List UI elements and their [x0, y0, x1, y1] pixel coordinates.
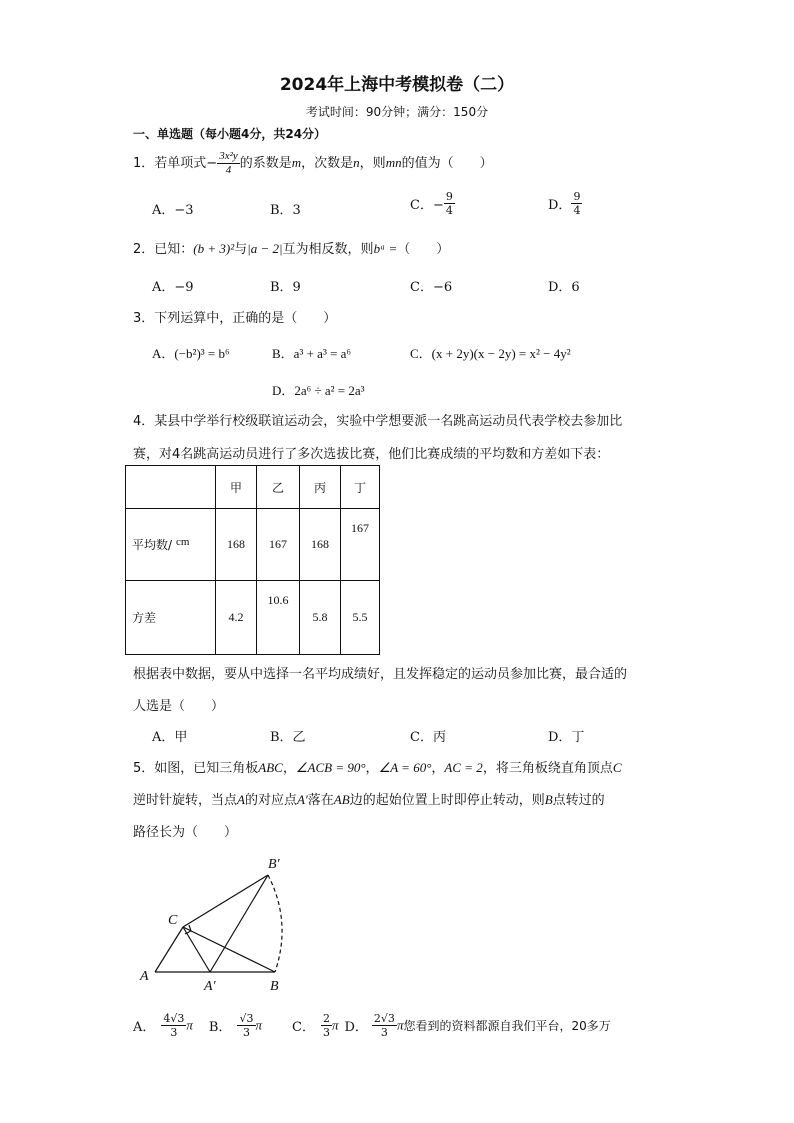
table-cell-mean-yi: 167: [257, 509, 300, 581]
exam-title: 2024年上海中考模拟卷（二）: [279, 75, 515, 95]
table-header-empty: [126, 466, 216, 509]
q1-var-m: m: [291, 155, 302, 170]
q1-var-n: n: [353, 155, 360, 170]
q1-option-a: A．−3: [152, 203, 194, 218]
table-row-mean: [126, 509, 380, 581]
q5-text-1e: ，将三角板绕直角顶点: [482, 761, 613, 776]
table-cell-var-jia: 4.2: [216, 581, 257, 655]
q4-option-b: B．乙: [270, 730, 306, 745]
q4-option-c: C．丙: [410, 730, 446, 745]
q5-a: A: [237, 792, 245, 807]
table-cell-mean-jia: 168: [216, 509, 257, 581]
q5-option-a-label: A．: [133, 1020, 156, 1035]
q5-ab: AB: [333, 792, 350, 807]
q2-text-a: 2．已知：: [133, 242, 194, 257]
q5-option-a-den: 3: [170, 1026, 178, 1039]
q5-a-prime: A′: [296, 792, 308, 807]
q5-text-1b: ，: [282, 761, 296, 776]
table-header-bing: 丙: [300, 466, 341, 509]
section-heading: 一、单选题（每小题4分，共24分）: [133, 127, 327, 141]
q3-option-a: A．(−b²)³ = b⁶: [152, 346, 230, 361]
q5-option-c-num: 2: [322, 1012, 330, 1025]
q4-option-a: A．甲: [152, 730, 188, 745]
q5-text-2d: 边的起始位置上时即停止转动，则: [349, 793, 545, 808]
q1-option-c-den: 4: [445, 204, 453, 217]
question-4-line-3: 根据表中数据，要从中选择一名平均成绩好，且发挥稳定的运动员参加比赛，最合适的: [133, 667, 628, 682]
q5-c: C: [612, 760, 622, 775]
question-2-stem: [133, 238, 449, 257]
q2-text-b: 与: [234, 242, 248, 257]
table-header-yi: 乙: [257, 466, 300, 509]
q1-text-a: 1．若单项式: [133, 156, 207, 171]
q5-option-d-fraction: [372, 1012, 397, 1039]
q1-option-d: [548, 190, 582, 217]
q5-option-a-fraction: [161, 1012, 186, 1039]
q1-text-d: ，则: [359, 156, 386, 171]
q1-option-d-label: D．: [548, 198, 572, 213]
q1-fraction: [217, 150, 240, 177]
q1-option-c: [410, 190, 455, 217]
q5-text-2e: 点转过的: [552, 793, 605, 808]
label-c: C: [168, 913, 178, 928]
question-4-line-2: 赛，对4名跳高运动员进行了多次选拔比赛，他们比赛成绩的平均数和方差如下表：: [133, 447, 610, 462]
table-row-mean-label: [126, 509, 216, 581]
segment-cb-prime: [183, 875, 268, 927]
q4-option-d: D．丁: [548, 730, 585, 745]
q5-option-b-den: 3: [242, 1026, 250, 1039]
table-cell-var-bing: 5.8: [300, 581, 341, 655]
label-a: A: [140, 969, 149, 984]
table-cell-mean-ding: 167: [341, 509, 380, 581]
q1-frac-den: 4: [225, 164, 232, 176]
q5-option-b-num: √3: [239, 1012, 254, 1025]
q5-text-1a: 5．如图，已知三角板: [133, 761, 259, 776]
q5-angle-a: ∠A = 60°: [378, 760, 432, 775]
q4-data-table: [125, 465, 380, 655]
table-row-variance-label: 方差: [126, 581, 216, 655]
question-1-stem: [133, 150, 493, 177]
q2-text-d: （ ）: [397, 242, 450, 257]
mean-label-unit: cm: [176, 536, 190, 548]
q5-option-b-label: B．: [208, 1020, 232, 1035]
q2-expr-3: bᵃ =: [373, 241, 398, 256]
q5-option-b-fraction: [237, 1012, 255, 1039]
q5-text-2a: 逆时针旋转，当点: [133, 793, 238, 808]
q5-abc: ABC: [258, 760, 283, 775]
table-header-jia: 甲: [216, 466, 257, 509]
table-row-variance: [126, 581, 380, 655]
q5-option-d-den: 3: [380, 1026, 388, 1039]
segment-a-prime-b-prime: [210, 875, 268, 972]
q2-expr-2: |a − 2|: [247, 241, 283, 256]
q3-option-d: D．2a⁶ ÷ a² = 2a³: [272, 383, 365, 398]
q5-text-1c: ，: [365, 761, 379, 776]
q2-option-b: B．9: [270, 280, 301, 295]
q5-option-c-fraction: [321, 1012, 332, 1039]
question-3-stem: 3．下列运算中，正确的是（ ）: [133, 311, 337, 326]
arc-b-to-b-prime: [268, 875, 282, 972]
q3-option-b: B．a³ + a³ = a⁶: [272, 346, 351, 361]
q5-b: B: [544, 792, 553, 807]
label-b: B: [270, 979, 279, 994]
table-cell-var-ding: 5.5: [341, 581, 380, 655]
q1-option-c-num: 9: [445, 190, 453, 203]
q5-option-d-num: 2√3: [373, 1012, 395, 1025]
q5-option-a-num: 4√3: [163, 1012, 185, 1025]
q5-option-b-pi: π: [255, 1017, 263, 1033]
q2-text-c: 互为相反数，则: [282, 242, 374, 257]
question-4-line-1: 4．某县中学举行校级联谊运动会，实验中学想要派一名跳高运动员代表学校去参加比: [133, 414, 623, 429]
q1-text-e: 的值为（ ）: [401, 156, 493, 171]
q5-text-2c: 落在: [307, 793, 334, 808]
q5-options-line: [133, 1012, 611, 1039]
mean-label-text: 平均数/: [132, 538, 173, 552]
q5-option-d-label: D．: [344, 1020, 368, 1035]
q1-option-c-fraction: [444, 190, 455, 217]
q5-ac: AC = 2: [444, 760, 483, 775]
q5-text-1d: ，: [431, 761, 445, 776]
q5-text-2b: 的对应点: [244, 793, 297, 808]
table-cell-mean-bing: 168: [300, 509, 341, 581]
question-5-line-1: [133, 757, 622, 776]
q5-option-c-pi: π: [331, 1017, 339, 1033]
label-b-prime: B′: [268, 857, 280, 872]
table-cell-var-yi: 10.6: [257, 581, 300, 655]
q1-text-c: ，次数是: [301, 156, 354, 171]
exam-subtitle: 考试时间：90分钟；满分：150分: [305, 105, 489, 119]
q1-var-mn: mn: [385, 155, 402, 170]
q5-option-a-pi: π: [186, 1017, 193, 1033]
segment-ac: [155, 927, 183, 972]
q1-text-b: 的系数是: [239, 156, 292, 171]
q1-minus: −: [206, 156, 218, 171]
q2-option-d: D．6: [548, 280, 580, 295]
q5-triangle-figure: [130, 850, 310, 1000]
label-a-prime: A′: [204, 979, 216, 994]
q1-option-d-fraction: [571, 190, 582, 217]
q3-option-c: C．(x + 2y)(x − 2y) = x² − 4y²: [410, 346, 571, 361]
question-4-line-4: 人选是（ ）: [133, 699, 225, 714]
q1-option-c-label: C．−: [410, 198, 444, 213]
question-5-line-2: [133, 789, 605, 808]
q1-frac-num: 3x²y: [219, 150, 238, 162]
q1-option-d-den: 4: [573, 204, 581, 217]
question-5-line-3: 路径长为（ ）: [133, 825, 238, 840]
q5-option-d-pi: π: [396, 1017, 404, 1033]
q2-expr-1: (b + 3)²: [193, 241, 235, 256]
q5-option-c-label: C．: [292, 1020, 315, 1035]
table-header-ding: 丁: [341, 466, 380, 509]
q1-option-b: B．3: [270, 203, 301, 218]
table-header-row: [126, 466, 380, 509]
q5-option-c-den: 3: [322, 1026, 330, 1039]
q2-option-a: A．−9: [152, 280, 194, 295]
q1-option-d-num: 9: [573, 190, 581, 203]
q2-option-c: C．−6: [410, 280, 453, 295]
q5-trailing-text: 您看到的资料都源自我们平台，20多万: [403, 1019, 611, 1033]
q5-angle-acb: ∠ACB = 90°: [295, 760, 366, 775]
